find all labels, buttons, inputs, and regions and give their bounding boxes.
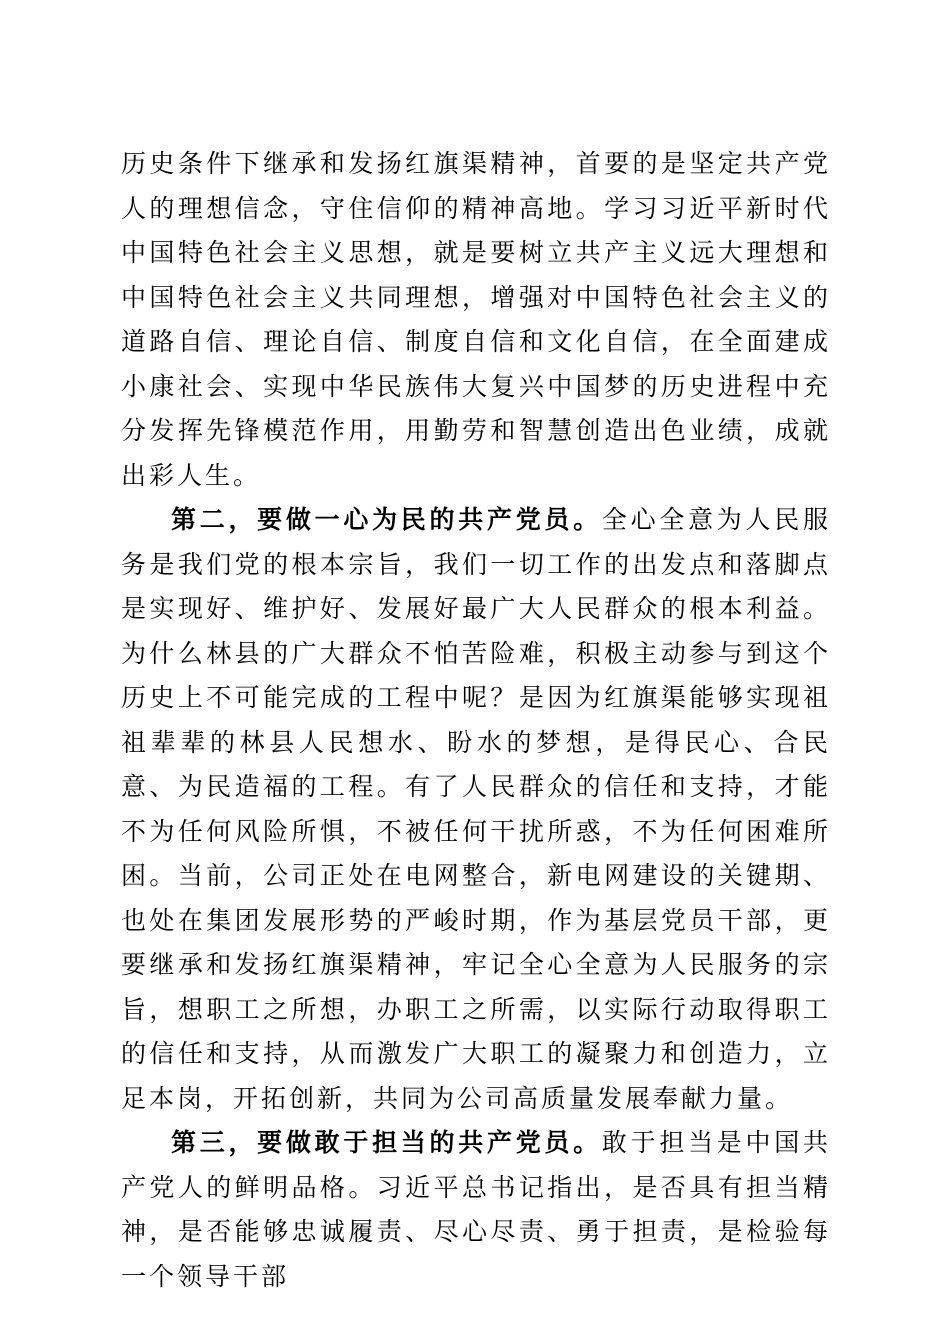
paragraph-1 <box>121 142 831 498</box>
document-body <box>121 142 831 1299</box>
paragraph-2-heading: 第二，要做一心为民的共产党员。 <box>171 505 602 534</box>
paragraph-2 <box>121 498 831 1121</box>
paragraph-3-heading: 第三，要做敢于担当的共产党员。 <box>171 1128 602 1157</box>
paragraph-2-text: 全心全意为人民服务是我们党的根本宗旨，我们一切工作的出发点和落脚点是实现好、维护好、发展好最广大人民群众的根本利益。为什么林县的广大群众不怕苦险难，积极主动参与到这个历史上不可能完成的工程中呢？是因为红旗渠能够实现祖祖辈辈的林县人民想水、盼水的梦想，是得民心、合民意、为民造福的工程。有了人民群众的信任和支持，才能不为任何风险所惧，不被任何干扰所惑，不为任何困难所困。当前，公司正处在电网整合，新电网建设的关键期、也处在集团发展形势的严峻时期，作为基层党员干部，更要继承和发扬红旗渠精神，牢记全心全意为人民服务的宗旨，想职工之所想，办职工之所需，以实际行动取得职工的信任和支持，从而激发广大职工的凝聚力和创造力，立足本岗，开拓创新，共同为公司高质量发展奉献力量。 <box>121 505 831 1113</box>
paragraph-3-text: 敢于担当是中国共产党人的鲜明品格。习近平总书记指出，是否具有担当精神，是否能够忠诚履责、尽心尽责、勇于担责，是检验每一个领导干部 <box>121 1128 831 1291</box>
paragraph-3 <box>121 1121 831 1299</box>
paragraph-1-text: 历史条件下继承和发扬红旗渠精神，首要的是坚定共产党人的理想信念，守住信仰的精神高地。学习习近平新时代中国特色社会主义思想，就是要树立共产主义远大理想和中国特色社会主义共同理想，增强对中国特色社会主义的道路自信、理论自信、制度自信和文化自信，在全面建成小康社会、实现中华民族伟大复兴中国梦的历史进程中充分发挥先锋模范作用，用勤劳和智慧创造出色业绩，成就出彩人生。 <box>121 149 831 490</box>
